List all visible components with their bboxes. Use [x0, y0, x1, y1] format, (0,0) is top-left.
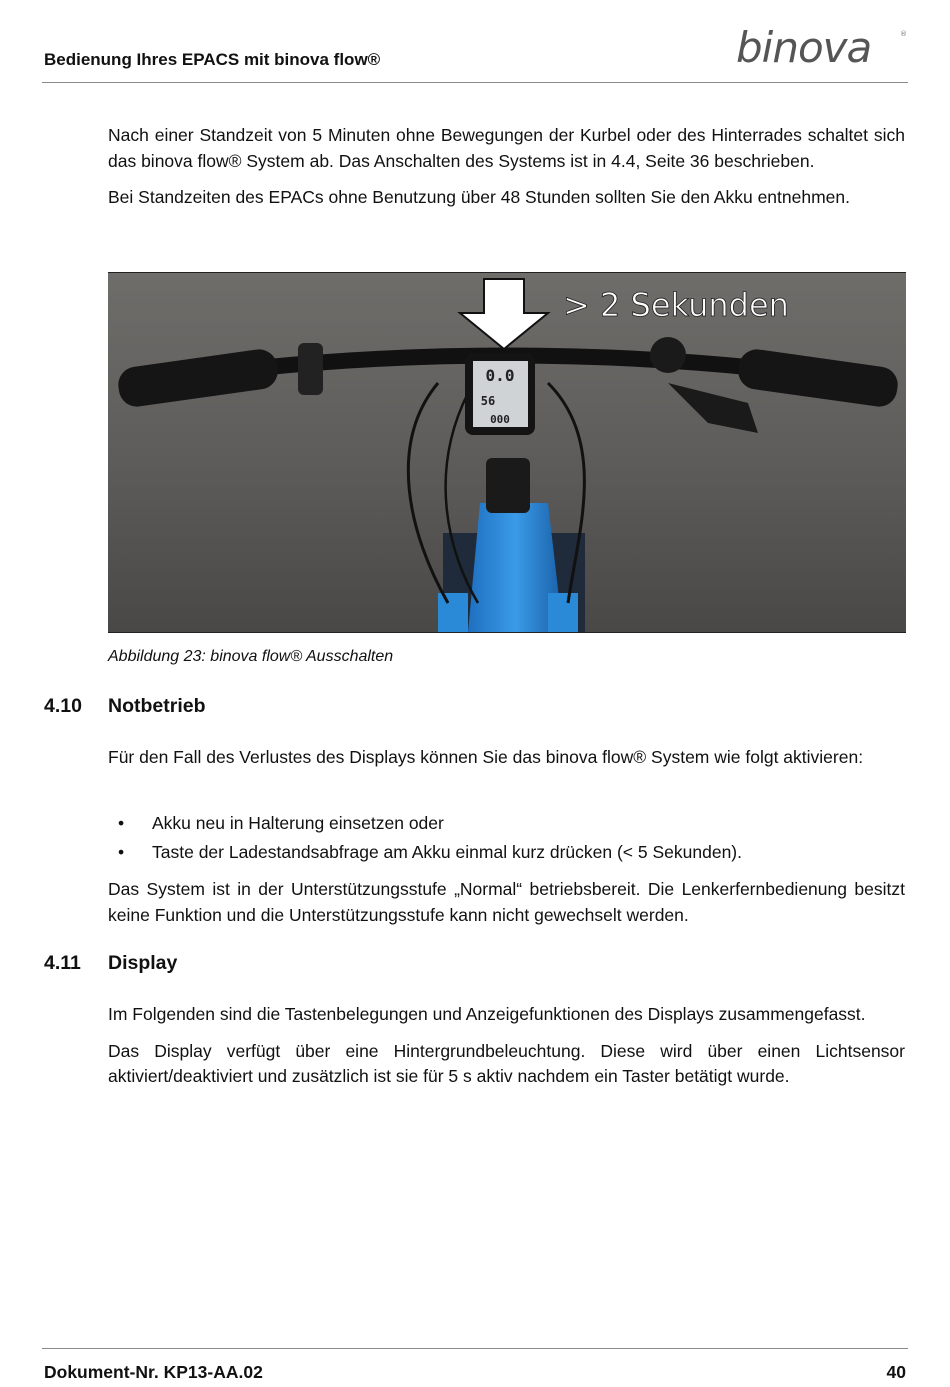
section-title-4-10: Notbetrieb: [108, 695, 206, 717]
section-title-4-11: Display: [108, 952, 178, 974]
header-divider: [42, 82, 908, 83]
figure-photo: [108, 272, 906, 633]
section-number-4-11: 4.11: [44, 952, 81, 974]
svg-text:000: 000: [490, 413, 510, 426]
section-4-11-paragraph-2: Das Display verfügt über eine Hintergrundbeleuchtung. Diese wird über einen Lichtsensor aktiviert/deaktiviert und zusätzlich ist sie für 5 s aktiv nachdem ein Taster betätigt wurde.: [108, 1040, 905, 1086]
section-4-10-paragraph-1: Für den Fall des Verlustes des Displays können Sie das binova flow® System wie folgt aktivieren:: [108, 747, 864, 767]
svg-text:0.0: 0.0: [485, 366, 515, 385]
list-item: • Taste der Ladestandsabfrage am Akku einmal kurz drücken (< 5 Sekunden).: [118, 842, 742, 862]
intro-paragraph-2: Bei Standzeiten des EPACs ohne Benutzung über 48 Stunden sollten Sie den Akku entnehmen.: [108, 187, 850, 207]
intro-paragraph-1: Nach einer Standzeit von 5 Minuten ohne Bewegungen der Kurbel oder des Hinterrades schaltet sich das binova flow® System ab. Das Anschalten des Systems ist in 4.4, Seite 36 beschrieben.: [108, 125, 905, 171]
figure-caption: Abbildung 23: binova flow® Ausschalten: [108, 648, 394, 665]
svg-text:56: 56: [480, 394, 496, 408]
section-4-10-bullet-list: [108, 809, 905, 867]
section-4-11-paragraph-1: Im Folgenden sind die Tastenbelegungen und Anzeigefunktionen des Displays zusammengefasst.: [108, 1004, 866, 1024]
page-number: 40: [886, 1362, 906, 1382]
list-item: • Akku neu in Halterung einsetzen oder: [118, 813, 444, 833]
overlay-text: > 2 Sekunden: [563, 286, 789, 324]
binova-logo: [736, 24, 908, 70]
svg-text:binova: binova: [736, 24, 872, 70]
document-number: Dokument-Nr. KP13-AA.02: [44, 1362, 263, 1382]
footer-divider: [42, 1348, 908, 1349]
section-4-10-paragraph-2: Das System ist in der Unterstützungsstufe „Normal“ betriebsbereit. Die Lenkerfernbedienung besitzt keine Funktion und die Unterstützungsstufe kann nicht gewechselt werden.: [108, 879, 905, 925]
svg-text:®: ®: [900, 30, 907, 38]
section-number-4-10: 4.10: [44, 695, 82, 717]
header-title: Bedienung Ihres EPACS mit binova flow®: [44, 50, 381, 69]
